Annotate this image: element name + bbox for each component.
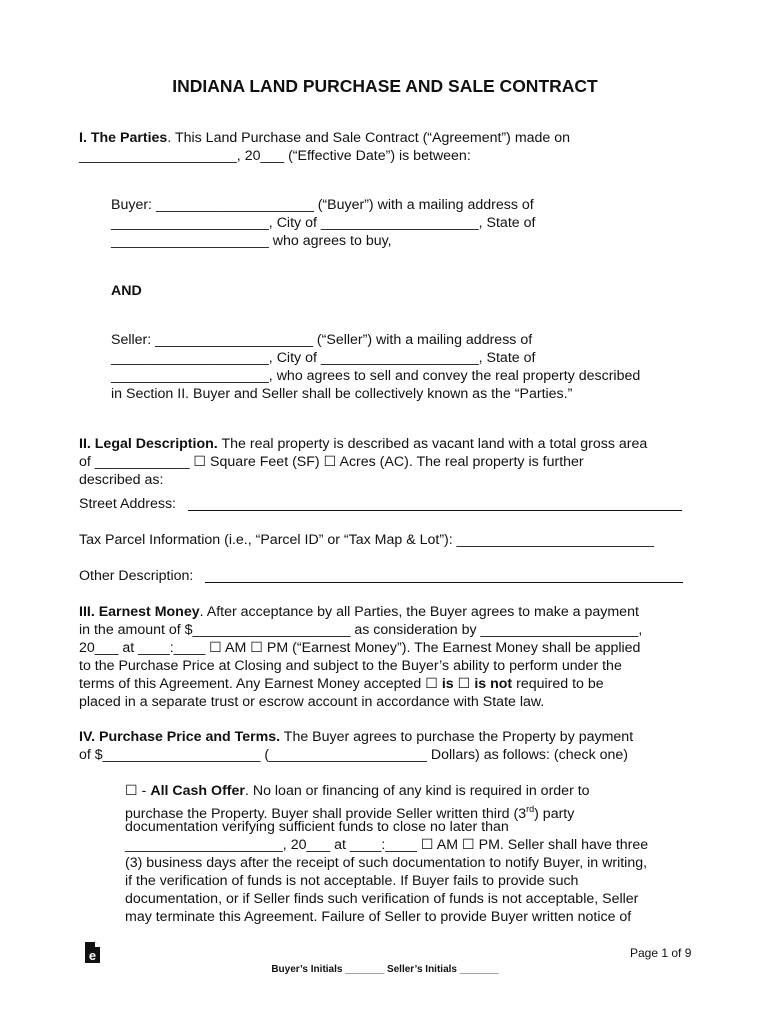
cash-offer-heading: All Cash Offer [150, 783, 245, 799]
purchase-line-2: of $____________________ (____________________ Dollars) as follows: (check one) [79, 747, 629, 763]
cash-offer-line-8: may terminate this Agreement. Failure of Seller to provide Buyer written notice of [125, 909, 632, 925]
buyer-line-3: ____________________ who agrees to buy, [111, 233, 392, 249]
earnest-line-6: placed in a separate trust or escrow account in accordance with State law. [79, 694, 545, 710]
legal-line-3: described as: [79, 472, 164, 488]
earnest-line-2: in the amount of $____________________ as consideration by ____________________, [79, 622, 643, 638]
purchase-heading: IV. Purchase Price and Terms. [79, 729, 281, 745]
tax-parcel-line [79, 531, 654, 549]
parties-heading: I. The Parties [79, 130, 168, 146]
cash-offer-checkbox[interactable]: ☐ - [125, 783, 151, 799]
earnest-line-4: to the Purchase Price at Closing and subject to the Buyer’s ability to perform under the [79, 658, 622, 674]
other-description-line [205, 582, 683, 583]
seller-line-1: Seller: ____________________ (“Seller”) with a mailing address of [111, 332, 533, 348]
earnest-line-1: III. Earnest Money. After acceptance by all Parties, the Buyer agrees to make a payment [79, 604, 639, 620]
page-number: Page 1 of 9 [630, 946, 692, 960]
cash-offer-line-4: ____________________, 20___ at ____:____ ☐ AM ☐ PM. Seller shall have three [125, 837, 649, 853]
legal-heading: II. Legal Description. [79, 436, 218, 452]
eforms-logo-icon [84, 941, 101, 964]
earnest-heading: III. Earnest Money [79, 604, 200, 620]
cash-offer-line-5: (3) business days after the receipt of such documentation to notify Buyer, in writing, [125, 855, 648, 871]
other-description-label: Other Description: [79, 568, 194, 584]
and-label: AND [111, 283, 142, 299]
cash-offer-line-6: if the verification of funds is not acceptable. If Buyer fails to provide such [125, 873, 579, 889]
legal-line-2: of ____________ ☐ Square Feet (SF) ☐ Acres (AC). The real property is further [79, 454, 584, 470]
initials-line: Buyer’s Initials _______ Seller’s Initials _______ [271, 964, 499, 975]
earnest-line-3: 20___ at ____:____ ☐ AM ☐ PM (“Earnest Money”). The Earnest Money shall be applied [79, 640, 641, 656]
cash-offer-line-1: ☐ - All Cash Offer. No loan or financing of any kind is required in order to [125, 783, 590, 799]
parties-line-1: I. The Parties. This Land Purchase and Sale Contract (“Agreement”) made on [79, 130, 571, 146]
tax-parcel-blank: _________________________ [456, 532, 654, 548]
buyer-line-1: Buyer: ____________________ (“Buyer”) with a mailing address of [111, 197, 534, 213]
buyer-line-2: ____________________, City of ____________________, State of [111, 215, 536, 231]
parties-line-2: ____________________, 20___ (“Effective Date”) is between: [79, 148, 471, 164]
seller-line-4: in Section II. Buyer and Seller shall be collectively known as the “Parties.” [111, 386, 573, 402]
cash-offer-line-2: purchase the Property. Buyer shall provide Seller written third (3rd) party [125, 804, 575, 822]
street-address-label: Street Address: [79, 496, 176, 512]
earnest-line-5: terms of this Agreement. Any Earnest Money accepted ☐ is ☐ is not required to be [79, 676, 604, 692]
seller-line-3: ____________________, who agrees to sell and convey the real property described [111, 368, 641, 384]
cash-offer-line-7: documentation, or if Seller finds such verification of funds is not acceptable, Seller [125, 891, 639, 907]
street-address-line [188, 510, 682, 511]
legal-line-1: II. Legal Description. The real property is described as vacant land with a total gross area [79, 436, 648, 452]
cash-offer-line-3: documentation verifying sufficient funds to close no later than [125, 819, 509, 835]
svg-text:e: e [88, 948, 97, 963]
document-title: INDIANA LAND PURCHASE AND SALE CONTRACT [172, 76, 598, 96]
tax-parcel-label: Tax Parcel Information (i.e., “Parcel ID” or “Tax Map & Lot”): [79, 532, 457, 548]
purchase-line-1: IV. Purchase Price and Terms. The Buyer agrees to purchase the Property by payment [79, 729, 634, 745]
seller-line-2: ____________________, City of ____________________, State of [111, 350, 536, 366]
